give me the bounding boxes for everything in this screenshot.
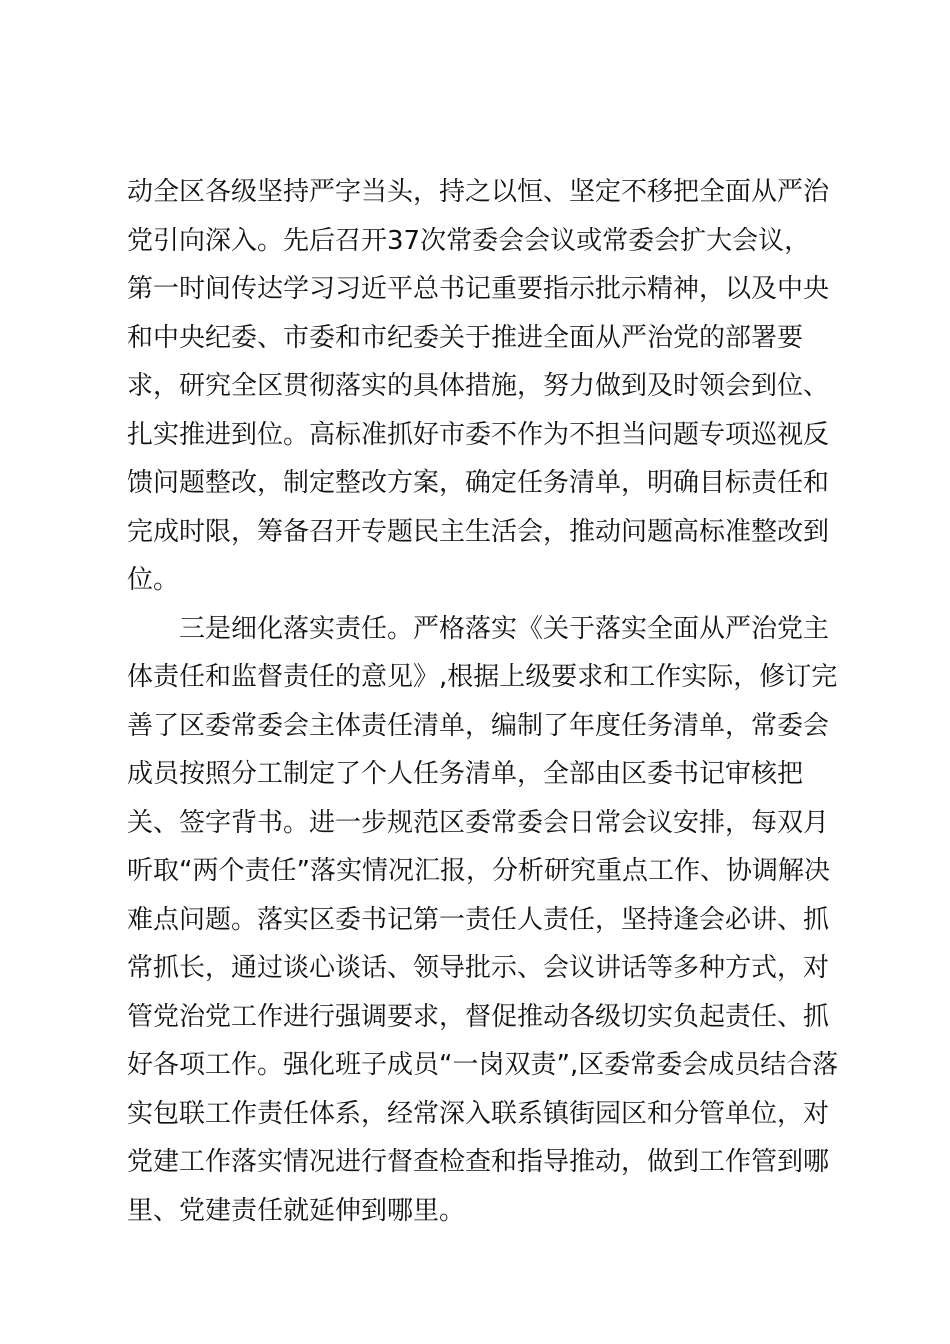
text-line: 位。 — [127, 565, 180, 595]
text-line: 完成时限，筹备召开专题民主生活会，推动问题高标准整改到 — [127, 516, 830, 547]
text-line: 馈问题整改，制定整改方案，确定任务清单，明确目标责任和 — [127, 468, 830, 498]
text-line: 党引向深入。先后召开37次常委会会议或常委会扩大会议， — [127, 225, 811, 256]
text-line: 扎实推进到位。高标准抓好市委不作为不担当问题专项巡视反 — [127, 419, 830, 450]
text-line: 党建工作落实情况进行督查检查和指导推动，做到工作管到哪 — [127, 1147, 830, 1177]
text-line: 难点问题。落实区委书记第一责任人责任，坚持逢会必讲、抓 — [127, 904, 830, 935]
text-line: 里、党建责任就延伸到哪里。 — [127, 1195, 466, 1226]
text-line: 体责任和监督责任的意见》,根据上级要求和工作实际，修订完 — [127, 662, 838, 692]
text-line: 实包联工作责任体系，经常深入联系镇街园区和分管单位，对 — [127, 1098, 830, 1129]
text-line: 管党治党工作进行强调要求，督促推动各级切实负起责任、抓 — [127, 1001, 830, 1032]
text-line: 和中央纪委、市委和市纪委关于推进全面从严治党的部署要 — [127, 322, 804, 353]
text-line: 善了区委常委会主体责任清单，编制了年度任务清单，常委会 — [127, 710, 830, 741]
text-line: 好各项工作。强化班子成员“一岗双责”,区委常委会成员结合落 — [127, 1050, 839, 1080]
text-line: 求，研究全区贯彻落实的具体措施，努力做到及时领会到位、 — [127, 371, 830, 401]
body-text — [127, 168, 839, 1235]
text-line: 成员按照分工制定了个人任务清单，全部由区委书记审核把 — [127, 759, 804, 789]
text-line: 第一时间传达学习习近平总书记重要指示批示精神，以及中央 — [127, 274, 830, 304]
paragraph-start-line: 三是细化落实责任。严格落实《关于落实全面从严治党主 — [179, 613, 830, 644]
text-line: 听取“两个责任”落实情况汇报，分析研究重点工作、协调解决 — [127, 856, 830, 886]
text-line: 常抓长，通过谈心谈话、领导批示、会议讲话等多种方式，对 — [127, 953, 830, 983]
text-line: 动全区各级坚持严字当头，持之以恒、坚定不移把全面从严治 — [127, 177, 830, 207]
text-line: 关、签字背书。进一步规范区委常委会日常会议安排，每双月 — [127, 807, 830, 838]
